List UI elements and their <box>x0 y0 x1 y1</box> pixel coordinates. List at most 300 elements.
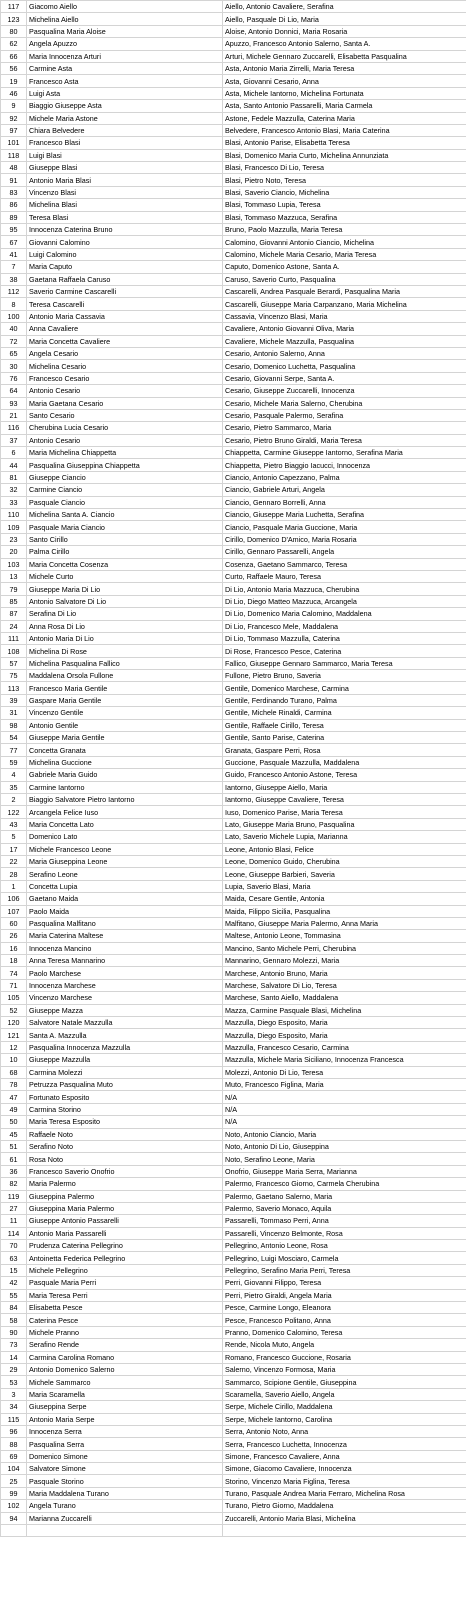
table-row[interactable] <box>1 310 466 322</box>
record-number-cell[interactable]: 4 <box>1 769 27 781</box>
table-row[interactable] <box>1 1066 466 1078</box>
parents-cell[interactable]: Di Rose, Francesco Pesce, Caterina <box>223 645 466 657</box>
parents-cell[interactable]: N/A <box>223 1091 466 1103</box>
parents-cell[interactable]: Pesce, Francesco Politano, Anna <box>223 1314 466 1326</box>
table-row[interactable] <box>1 570 466 582</box>
person-name-cell[interactable]: Michele Francesco Leone <box>27 843 223 855</box>
record-number-cell[interactable]: 63 <box>1 1252 27 1264</box>
person-name-cell[interactable]: Arcangela Felice Iuso <box>27 806 223 818</box>
table-row[interactable] <box>1 1525 466 1537</box>
parents-cell[interactable]: Di Lio, Domenico Maria Calomino, Maddalena <box>223 608 466 620</box>
parents-cell[interactable]: Maltese, Antonio Leone, Tommasina <box>223 930 466 942</box>
table-row[interactable] <box>1 794 466 806</box>
table-row[interactable] <box>1 434 466 446</box>
person-name-cell[interactable]: Angela Apuzzo <box>27 38 223 50</box>
record-number-cell[interactable]: 12 <box>1 1041 27 1053</box>
parents-cell[interactable]: Calomino, Giovanni Antonio Ciancio, Michelina <box>223 236 466 248</box>
person-name-cell[interactable]: Carmina Carolina Romano <box>27 1351 223 1363</box>
person-name-cell[interactable]: Innocenza Mancino <box>27 942 223 954</box>
parents-cell[interactable]: Pellegrino, Luigi Mosciaro, Carmela <box>223 1252 466 1264</box>
record-number-cell[interactable]: 16 <box>1 942 27 954</box>
parents-cell[interactable]: Blasi, Tommaso Lupia, Teresa <box>223 199 466 211</box>
record-number-cell[interactable]: 101 <box>1 137 27 149</box>
record-number-cell[interactable]: 51 <box>1 1140 27 1152</box>
table-row[interactable] <box>1 509 466 521</box>
table-row[interactable] <box>1 818 466 830</box>
record-number-cell[interactable]: 82 <box>1 1178 27 1190</box>
parents-cell[interactable]: Mazzulla, Diego Esposito, Maria <box>223 1029 466 1041</box>
table-row[interactable] <box>1 100 466 112</box>
person-name-cell[interactable]: Francesco Blasi <box>27 137 223 149</box>
table-row[interactable] <box>1 1264 466 1276</box>
record-number-cell[interactable]: 103 <box>1 558 27 570</box>
person-name-cell[interactable]: Maria Teresa Perri <box>27 1289 223 1301</box>
table-row[interactable] <box>1 236 466 248</box>
table-row[interactable] <box>1 806 466 818</box>
parents-cell[interactable]: Mannarino, Gennaro Molezzi, Maria <box>223 955 466 967</box>
parents-cell[interactable]: Romano, Francesco Guccione, Rosaria <box>223 1351 466 1363</box>
table-row[interactable] <box>1 1153 466 1165</box>
person-name-cell[interactable]: Maria Concetta Cosenza <box>27 558 223 570</box>
table-row[interactable] <box>1 50 466 62</box>
record-number-cell[interactable]: 39 <box>1 694 27 706</box>
parents-cell[interactable]: Ciancio, Antonio Capezzano, Palma <box>223 471 466 483</box>
table-row[interactable] <box>1 855 466 867</box>
parents-cell[interactable]: Gentile, Ferdinando Turano, Palma <box>223 694 466 706</box>
record-number-cell[interactable]: 18 <box>1 955 27 967</box>
person-name-cell[interactable]: Antonio Salvatore Di Lio <box>27 595 223 607</box>
parents-cell[interactable]: Marchese, Antonio Bruno, Maria <box>223 967 466 979</box>
record-number-cell[interactable]: 50 <box>1 1116 27 1128</box>
person-name-cell[interactable]: Maddalena Orsola Fullone <box>27 670 223 682</box>
parents-cell[interactable]: Lato, Saverio Michele Lupia, Marianna <box>223 831 466 843</box>
parents-cell[interactable]: Asta, Giovanni Cesario, Anna <box>223 75 466 87</box>
table-row[interactable] <box>1 781 466 793</box>
person-name-cell[interactable]: Luigi Calomino <box>27 248 223 260</box>
parents-cell[interactable]: Storino, Vincenzo Maria Figlina, Teresa <box>223 1475 466 1487</box>
table-row[interactable] <box>1 744 466 756</box>
person-name-cell[interactable]: Maria Caputo <box>27 261 223 273</box>
record-number-cell[interactable]: 105 <box>1 992 27 1004</box>
parents-cell[interactable]: Cesario, Pietro Bruno Giraldi, Maria Teresa <box>223 434 466 446</box>
person-name-cell[interactable]: Biaggio Salvatore Pietro Iantorno <box>27 794 223 806</box>
person-name-cell[interactable]: Maria Concetta Lato <box>27 818 223 830</box>
person-name-cell[interactable]: Biaggio Giuseppe Asta <box>27 100 223 112</box>
parents-cell[interactable]: Fullone, Pietro Bruno, Saveria <box>223 670 466 682</box>
person-name-cell[interactable]: Gaspare Maria Gentile <box>27 694 223 706</box>
record-number-cell[interactable]: 99 <box>1 1487 27 1499</box>
parents-cell[interactable]: Cesario, Giuseppe Zuccarelli, Innocenza <box>223 385 466 397</box>
record-number-cell[interactable]: 93 <box>1 397 27 409</box>
person-name-cell[interactable]: Pasqualina Malfitano <box>27 917 223 929</box>
person-name-cell[interactable]: Prudenza Caterina Pellegrino <box>27 1240 223 1252</box>
person-name-cell[interactable]: Michelina Cesario <box>27 360 223 372</box>
table-row[interactable] <box>1 1363 466 1375</box>
person-name-cell[interactable]: Domenico Simone <box>27 1450 223 1462</box>
table-row[interactable] <box>1 831 466 843</box>
parents-cell[interactable]: Muto, Francesco Figlina, Maria <box>223 1078 466 1090</box>
table-row[interactable] <box>1 149 466 161</box>
person-name-cell[interactable]: Giuseppe Ciancio <box>27 471 223 483</box>
table-row[interactable] <box>1 38 466 50</box>
parents-cell[interactable]: Cesario, Giovanni Serpe, Santa A. <box>223 372 466 384</box>
person-name-cell[interactable]: Innocenza Caterina Bruno <box>27 224 223 236</box>
table-row[interactable] <box>1 521 466 533</box>
table-row[interactable] <box>1 1140 466 1152</box>
person-name-cell[interactable]: Maria Giuseppina Leone <box>27 855 223 867</box>
person-name-cell[interactable]: Maria Innocenza Arturi <box>27 50 223 62</box>
parents-cell[interactable]: Pellegrino, Antonio Leone, Rosa <box>223 1240 466 1252</box>
person-name-cell[interactable]: Cherubina Lucia Cesario <box>27 422 223 434</box>
record-number-cell[interactable]: 40 <box>1 323 27 335</box>
table-row[interactable] <box>1 1054 466 1066</box>
person-name-cell[interactable]: Gabriele Maria Guido <box>27 769 223 781</box>
person-name-cell[interactable]: Antonio Maria Serpe <box>27 1413 223 1425</box>
person-name-cell[interactable]: Maria Caterina Maltese <box>27 930 223 942</box>
table-row[interactable] <box>1 1091 466 1103</box>
table-row[interactable] <box>1 670 466 682</box>
record-number-cell[interactable]: 1 <box>1 880 27 892</box>
parents-cell[interactable]: Cavaliere, Antonio Giovanni Oliva, Maria <box>223 323 466 335</box>
record-number-cell[interactable]: 98 <box>1 719 27 731</box>
record-number-cell[interactable]: 13 <box>1 570 27 582</box>
table-row[interactable] <box>1 1215 466 1227</box>
person-name-cell[interactable]: Francesco Cesario <box>27 372 223 384</box>
parents-cell[interactable]: Marchese, Salvatore Di Lio, Teresa <box>223 979 466 991</box>
person-name-cell[interactable]: Anna Cavaliere <box>27 323 223 335</box>
person-name-cell[interactable]: Santa A. Mazzulla <box>27 1029 223 1041</box>
table-row[interactable] <box>1 335 466 347</box>
parents-cell[interactable]: Cosenza, Gaetano Sammarco, Teresa <box>223 558 466 570</box>
parents-cell[interactable]: Asta, Michele Iantorno, Michelina Fortunata <box>223 87 466 99</box>
record-number-cell[interactable]: 20 <box>1 546 27 558</box>
record-number-cell[interactable]: 34 <box>1 1401 27 1413</box>
person-name-cell[interactable]: Gaetano Maida <box>27 893 223 905</box>
person-name-cell[interactable]: Pasqualina Serra <box>27 1438 223 1450</box>
table-row[interactable] <box>1 1029 466 1041</box>
person-name-cell[interactable]: Giuseppina Serpe <box>27 1401 223 1413</box>
record-number-cell[interactable]: 88 <box>1 1438 27 1450</box>
parents-cell[interactable]: Leone, Giuseppe Barbieri, Saveria <box>223 868 466 880</box>
record-number-cell[interactable]: 68 <box>1 1066 27 1078</box>
parents-cell[interactable]: Caruso, Saverio Curto, Pasqualina <box>223 273 466 285</box>
person-name-cell[interactable]: Maria Michelina Chiappetta <box>27 447 223 459</box>
table-row[interactable] <box>1 719 466 731</box>
parents-cell[interactable]: Leone, Domenico Guido, Cherubina <box>223 855 466 867</box>
person-name-cell[interactable]: Caterina Pesce <box>27 1314 223 1326</box>
record-number-cell[interactable]: 86 <box>1 199 27 211</box>
table-row[interactable] <box>1 1078 466 1090</box>
table-row[interactable] <box>1 447 466 459</box>
parents-cell[interactable]: Cascarelli, Andrea Pasquale Berardi, Pasqualina Maria <box>223 285 466 297</box>
parents-cell[interactable]: Passarelli, Tommaso Perri, Anna <box>223 1215 466 1227</box>
person-name-cell[interactable]: Michelina Guccione <box>27 756 223 768</box>
record-number-cell[interactable]: 118 <box>1 149 27 161</box>
person-name-cell[interactable]: Francesco Saverio Onofrio <box>27 1165 223 1177</box>
record-number-cell[interactable]: 6 <box>1 447 27 459</box>
table-row[interactable] <box>1 694 466 706</box>
person-name-cell[interactable]: Michelina Santa A. Ciancio <box>27 509 223 521</box>
person-name-cell[interactable]: Serafino Rende <box>27 1339 223 1351</box>
record-number-cell[interactable]: 58 <box>1 1314 27 1326</box>
parents-cell[interactable]: Mazzulla, Michele Maria Siciliano, Innocenza Francesca <box>223 1054 466 1066</box>
table-row[interactable] <box>1 1202 466 1214</box>
person-name-cell[interactable]: Antonio Maria Di Lio <box>27 632 223 644</box>
person-name-cell[interactable]: Petruzza Pasqualina Muto <box>27 1078 223 1090</box>
record-number-cell[interactable]: 76 <box>1 372 27 384</box>
record-number-cell[interactable]: 110 <box>1 509 27 521</box>
person-name-cell[interactable]: Giuseppe Blasi <box>27 162 223 174</box>
table-row[interactable] <box>1 843 466 855</box>
table-row[interactable] <box>1 162 466 174</box>
table-row[interactable] <box>1 1438 466 1450</box>
parents-cell[interactable]: Ciancio, Pasquale Maria Guccione, Maria <box>223 521 466 533</box>
person-name-cell[interactable]: Concetta Granata <box>27 744 223 756</box>
person-name-cell[interactable]: Pasqualina Maria Aloise <box>27 25 223 37</box>
record-number-cell[interactable]: 96 <box>1 1425 27 1437</box>
person-name-cell[interactable]: Antonio Maria Passarelli <box>27 1227 223 1239</box>
record-number-cell[interactable]: 24 <box>1 620 27 632</box>
record-number-cell[interactable]: 120 <box>1 1017 27 1029</box>
table-row[interactable] <box>1 942 466 954</box>
record-number-cell[interactable]: 116 <box>1 422 27 434</box>
parents-cell[interactable]: Mazza, Carmine Pasquale Blasi, Michelina <box>223 1004 466 1016</box>
table-row[interactable] <box>1 1 466 13</box>
table-row[interactable] <box>1 385 466 397</box>
table-row[interactable] <box>1 1463 466 1475</box>
table-row[interactable] <box>1 1017 466 1029</box>
record-number-cell[interactable]: 122 <box>1 806 27 818</box>
record-number-cell[interactable]: 109 <box>1 521 27 533</box>
person-name-cell[interactable]: Michelina Pasqualina Fallico <box>27 657 223 669</box>
person-name-cell[interactable]: Antonio Gentile <box>27 719 223 731</box>
parents-cell[interactable]: Chiappetta, Pietro Biaggio Iacucci, Innocenza <box>223 459 466 471</box>
record-number-cell[interactable]: 31 <box>1 707 27 719</box>
record-number-cell[interactable]: 123 <box>1 13 27 25</box>
table-row[interactable] <box>1 868 466 880</box>
record-number-cell[interactable]: 46 <box>1 87 27 99</box>
table-row[interactable] <box>1 496 466 508</box>
record-number-cell[interactable]: 87 <box>1 608 27 620</box>
person-name-cell[interactable]: Antonio Maria Blasi <box>27 174 223 186</box>
table-row[interactable] <box>1 25 466 37</box>
parents-cell[interactable]: Asta, Santo Antonio Passarelli, Maria Carmela <box>223 100 466 112</box>
person-name-cell[interactable]: Pasqualina Giuseppina Chiappetta <box>27 459 223 471</box>
table-row[interactable] <box>1 1178 466 1190</box>
record-number-cell[interactable]: 91 <box>1 174 27 186</box>
parents-cell[interactable]: Blasi, Pietro Noto, Teresa <box>223 174 466 186</box>
record-number-cell[interactable]: 79 <box>1 583 27 595</box>
table-row[interactable] <box>1 608 466 620</box>
person-name-cell[interactable]: Teresa Cascarelli <box>27 298 223 310</box>
parents-cell[interactable]: Blasi, Domenico Maria Curto, Michelina Annunziata <box>223 149 466 161</box>
person-name-cell[interactable]: Michele Pranno <box>27 1326 223 1338</box>
person-name-cell[interactable]: Michele Pellegrino <box>27 1264 223 1276</box>
record-number-cell[interactable] <box>1 1525 27 1537</box>
record-number-cell[interactable]: 71 <box>1 979 27 991</box>
record-number-cell[interactable]: 112 <box>1 285 27 297</box>
table-row[interactable] <box>1 1277 466 1289</box>
table-row[interactable] <box>1 558 466 570</box>
parents-cell[interactable]: Palermo, Francesco Giorno, Carmela Cherubina <box>223 1178 466 1190</box>
table-row[interactable] <box>1 112 466 124</box>
table-row[interactable] <box>1 285 466 297</box>
record-number-cell[interactable]: 78 <box>1 1078 27 1090</box>
person-name-cell[interactable]: Maria Palermo <box>27 1178 223 1190</box>
table-row[interactable] <box>1 1314 466 1326</box>
parents-cell[interactable] <box>223 1525 466 1537</box>
parents-cell[interactable]: Onofrio, Giuseppe Maria Serra, Marianna <box>223 1165 466 1177</box>
parents-cell[interactable]: Turano, Pietro Giorno, Maddalena <box>223 1500 466 1512</box>
person-name-cell[interactable]: Serafino Leone <box>27 868 223 880</box>
table-row[interactable] <box>1 1302 466 1314</box>
parents-cell[interactable]: Cesario, Pietro Sammarco, Maria <box>223 422 466 434</box>
table-row[interactable] <box>1 13 466 25</box>
person-name-cell[interactable]: Michele Curto <box>27 570 223 582</box>
table-row[interactable] <box>1 1500 466 1512</box>
parents-cell[interactable]: Cesario, Domenico Luchetta, Pasqualina <box>223 360 466 372</box>
record-number-cell[interactable]: 94 <box>1 1512 27 1524</box>
table-row[interactable] <box>1 1041 466 1053</box>
record-number-cell[interactable]: 95 <box>1 224 27 236</box>
table-row[interactable] <box>1 905 466 917</box>
table-row[interactable] <box>1 397 466 409</box>
parents-cell[interactable]: Rende, Nicola Muto, Angela <box>223 1339 466 1351</box>
table-row[interactable] <box>1 261 466 273</box>
table-row[interactable] <box>1 211 466 223</box>
parents-cell[interactable]: Arturi, Michele Gennaro Zuccarelli, Elisabetta Pasqualina <box>223 50 466 62</box>
record-number-cell[interactable]: 53 <box>1 1376 27 1388</box>
record-number-cell[interactable]: 117 <box>1 1 27 13</box>
table-row[interactable] <box>1 87 466 99</box>
parents-cell[interactable]: Marchese, Santo Aiello, Maddalena <box>223 992 466 1004</box>
record-number-cell[interactable]: 2 <box>1 794 27 806</box>
person-name-cell[interactable]: Domenico Lato <box>27 831 223 843</box>
table-row[interactable] <box>1 1240 466 1252</box>
parents-cell[interactable]: Calomino, Michele Maria Cesario, Maria Teresa <box>223 248 466 260</box>
table-row[interactable] <box>1 298 466 310</box>
parents-cell[interactable]: Cesario, Antonio Salerno, Anna <box>223 347 466 359</box>
person-name-cell[interactable]: Luigi Asta <box>27 87 223 99</box>
table-row[interactable] <box>1 174 466 186</box>
record-number-cell[interactable]: 29 <box>1 1363 27 1375</box>
record-number-cell[interactable]: 8 <box>1 298 27 310</box>
person-name-cell[interactable]: Francesco Maria Gentile <box>27 682 223 694</box>
parents-cell[interactable]: Serpe, Michele Cirillo, Maddalena <box>223 1401 466 1413</box>
record-number-cell[interactable]: 59 <box>1 756 27 768</box>
person-name-cell[interactable]: Serafino Noto <box>27 1140 223 1152</box>
table-row[interactable] <box>1 620 466 632</box>
record-number-cell[interactable]: 38 <box>1 273 27 285</box>
person-name-cell[interactable]: Saverio Carmine Cascarelli <box>27 285 223 297</box>
table-row[interactable] <box>1 1401 466 1413</box>
parents-cell[interactable]: Chiappetta, Carmine Giuseppe Iantorno, Serafina Maria <box>223 447 466 459</box>
table-row[interactable] <box>1 917 466 929</box>
record-number-cell[interactable]: 54 <box>1 732 27 744</box>
parents-cell[interactable]: Lupia, Saverio Blasi, Maria <box>223 880 466 892</box>
table-row[interactable] <box>1 546 466 558</box>
record-number-cell[interactable]: 43 <box>1 818 27 830</box>
parents-cell[interactable]: Gentile, Santo Parise, Caterina <box>223 732 466 744</box>
table-row[interactable] <box>1 1252 466 1264</box>
parents-cell[interactable]: Cirillo, Domenico D'Amico, Maria Rosaria <box>223 533 466 545</box>
person-name-cell[interactable]: Michelina Blasi <box>27 199 223 211</box>
record-number-cell[interactable]: 42 <box>1 1277 27 1289</box>
parents-cell[interactable]: Sammarco, Scipione Gentile, Giuseppina <box>223 1376 466 1388</box>
person-name-cell[interactable]: Vincenzo Gentile <box>27 707 223 719</box>
table-row[interactable] <box>1 347 466 359</box>
table-row[interactable] <box>1 186 466 198</box>
record-number-cell[interactable]: 49 <box>1 1103 27 1115</box>
person-name-cell[interactable]: Anna Rosa Di Lio <box>27 620 223 632</box>
record-number-cell[interactable]: 81 <box>1 471 27 483</box>
record-number-cell[interactable]: 17 <box>1 843 27 855</box>
parents-cell[interactable]: Lato, Giuseppe Maria Bruno, Pasqualina <box>223 818 466 830</box>
person-name-cell[interactable]: Santo Cesario <box>27 409 223 421</box>
parents-cell[interactable]: Blasi, Antonio Parise, Elisabetta Teresa <box>223 137 466 149</box>
record-number-cell[interactable]: 106 <box>1 893 27 905</box>
parents-cell[interactable]: Cesario, Pasquale Palermo, Serafina <box>223 409 466 421</box>
person-name-cell[interactable]: Maria Concetta Cavaliere <box>27 335 223 347</box>
record-number-cell[interactable]: 102 <box>1 1500 27 1512</box>
parents-cell[interactable]: Aloise, Antonio Donnici, Maria Rosaria <box>223 25 466 37</box>
table-row[interactable] <box>1 1487 466 1499</box>
person-name-cell[interactable]: Salvatore Natale Mazzulla <box>27 1017 223 1029</box>
record-number-cell[interactable]: 19 <box>1 75 27 87</box>
record-number-cell[interactable]: 72 <box>1 335 27 347</box>
record-number-cell[interactable]: 61 <box>1 1153 27 1165</box>
record-number-cell[interactable]: 83 <box>1 186 27 198</box>
table-row[interactable] <box>1 930 466 942</box>
record-number-cell[interactable]: 92 <box>1 112 27 124</box>
record-number-cell[interactable]: 36 <box>1 1165 27 1177</box>
person-name-cell[interactable]: Chiara Belvedere <box>27 124 223 136</box>
table-row[interactable] <box>1 1512 466 1524</box>
person-name-cell[interactable]: Giuseppe Mazzulla <box>27 1054 223 1066</box>
record-number-cell[interactable]: 33 <box>1 496 27 508</box>
parents-cell[interactable]: Cascarelli, Giuseppe Maria Carpanzano, Maria Michelina <box>223 298 466 310</box>
parents-cell[interactable]: Blasi, Francesco Di Lio, Teresa <box>223 162 466 174</box>
table-row[interactable] <box>1 632 466 644</box>
person-name-cell[interactable]: Serafina Di Lio <box>27 608 223 620</box>
parents-cell[interactable]: Simone, Giacomo Cavaliere, Innocenza <box>223 1463 466 1475</box>
person-name-cell[interactable]: Paolo Maida <box>27 905 223 917</box>
parents-cell[interactable]: Gentile, Domenico Marchese, Carmina <box>223 682 466 694</box>
person-name-cell[interactable]: Vincenzo Marchese <box>27 992 223 1004</box>
parents-cell[interactable]: Molezzi, Antonio Di Lio, Teresa <box>223 1066 466 1078</box>
table-row[interactable] <box>1 1425 466 1437</box>
table-row[interactable] <box>1 893 466 905</box>
person-name-cell[interactable]: Concetta Lupia <box>27 880 223 892</box>
parents-cell[interactable]: Leone, Antonio Blasi, Felice <box>223 843 466 855</box>
person-name-cell[interactable]: Marianna Zuccarelli <box>27 1512 223 1524</box>
table-row[interactable] <box>1 273 466 285</box>
parents-cell[interactable]: Palermo, Saverio Monaco, Aquila <box>223 1202 466 1214</box>
parents-cell[interactable]: Curto, Raffaele Mauro, Teresa <box>223 570 466 582</box>
record-number-cell[interactable]: 80 <box>1 25 27 37</box>
person-name-cell[interactable]: Antoinetta Federica Pellegrino <box>27 1252 223 1264</box>
parents-cell[interactable]: Cassavia, Vincenzo Blasi, Maria <box>223 310 466 322</box>
table-row[interactable] <box>1 75 466 87</box>
record-number-cell[interactable]: 7 <box>1 261 27 273</box>
person-name-cell[interactable]: Giuseppe Antonio Passarelli <box>27 1215 223 1227</box>
record-number-cell[interactable]: 70 <box>1 1240 27 1252</box>
parents-cell[interactable]: Iantorno, Giuseppe Aiello, Maria <box>223 781 466 793</box>
person-name-cell[interactable]: Maria Gaetana Cesario <box>27 397 223 409</box>
record-number-cell[interactable]: 28 <box>1 868 27 880</box>
person-name-cell[interactable]: Giuseppina Maria Palermo <box>27 1202 223 1214</box>
person-name-cell[interactable]: Teresa Blasi <box>27 211 223 223</box>
